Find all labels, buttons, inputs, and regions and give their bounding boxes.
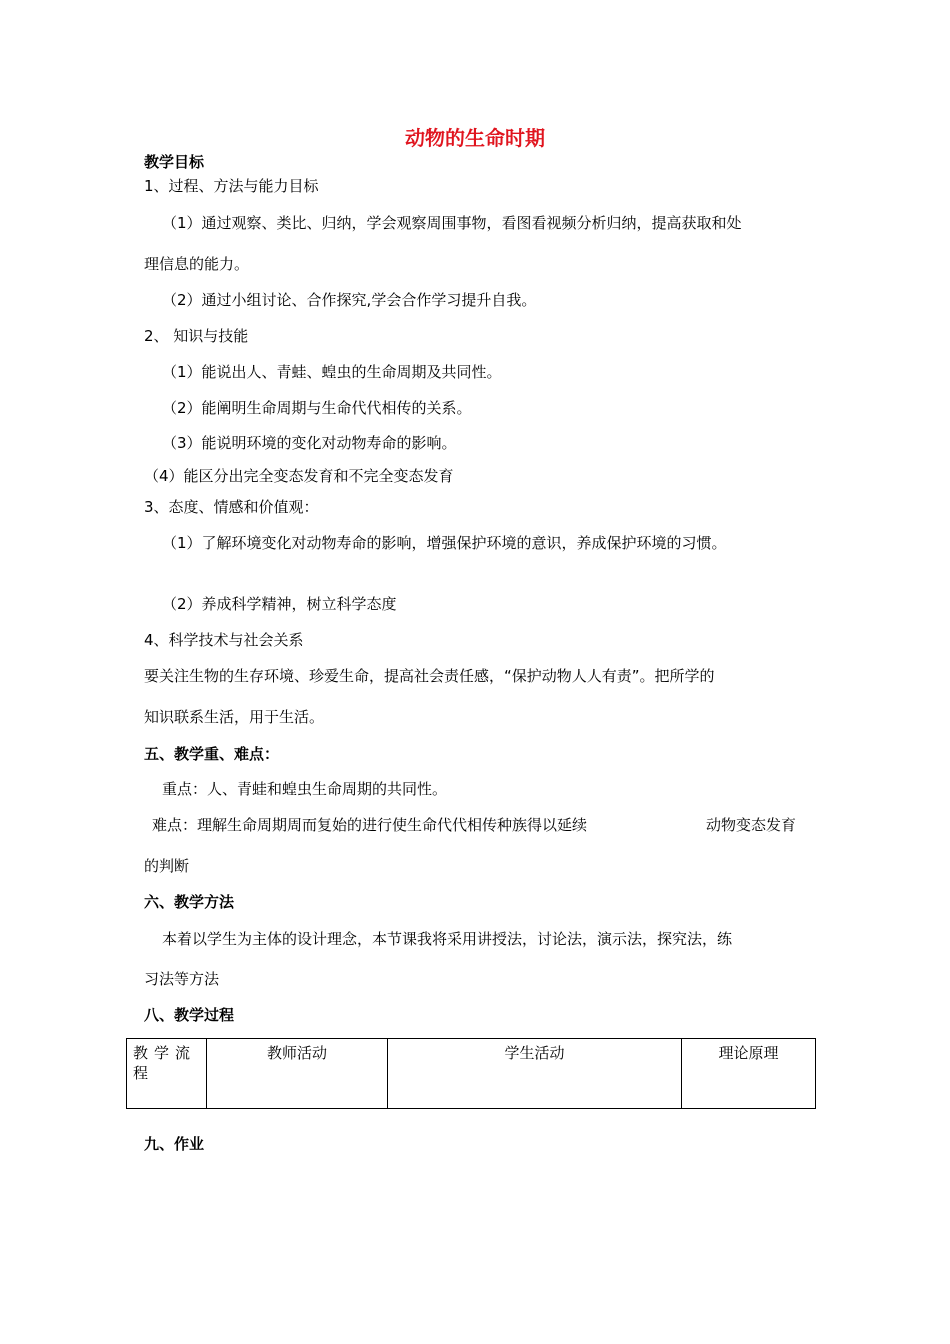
table-header-process-line-1: 教学流 <box>133 1044 197 1062</box>
section-4-line-1: 要关注生物的生存环境、珍爱生命，提高社会责任感，“保护动物人人有责”。把所学的 <box>144 667 715 685</box>
table-header-teacher-activity: 教师活动 <box>207 1039 388 1109</box>
section-1-item-1-line-1: （1）通过观察、类比、归纳，学会观察周围事物，看图看视频分析归纳，提高获取和处 <box>162 214 742 232</box>
section-2-item-4: （4）能区分出完全变态发育和不完全变态发育 <box>144 467 454 485</box>
section-1-item-2: （2）通过小组讨论、合作探究,学会合作学习提升自我。 <box>162 291 537 309</box>
section-2-item-1: （1）能说出人、青蛙、蝗虫的生命周期及共同性。 <box>162 363 502 381</box>
section-2-item-2: （2）能阐明生命周期与生命代代相传的关系。 <box>162 399 472 417</box>
heading-teaching-process: 八、教学过程 <box>144 1006 235 1024</box>
table-header-student-activity: 学生活动 <box>388 1039 682 1109</box>
teaching-process-table <box>126 1038 816 1109</box>
table-header-process <box>127 1039 207 1109</box>
goals-heading: 教学目标 <box>144 153 205 171</box>
section-1-heading: 1、过程、方法与能力目标 <box>144 177 319 195</box>
table-header-theory: 理论原理 <box>682 1039 816 1109</box>
section-3-item-2: （2）养成科学精神，树立科学态度 <box>162 595 397 613</box>
section-4-heading: 4、科学技术与社会关系 <box>144 631 304 649</box>
method-line-2: 习法等方法 <box>144 970 220 988</box>
table-header-process-line-2: 程 <box>133 1064 155 1082</box>
heading-teaching-method: 六、教学方法 <box>144 893 235 911</box>
section-2-item-3: （3）能说明环境的变化对动物寿命的影响。 <box>162 434 457 452</box>
section-4-line-2: 知识联系生活，用于生活。 <box>144 708 325 726</box>
heading-key-difficult-points: 五、教学重、难点： <box>144 745 280 763</box>
heading-homework: 九、作业 <box>144 1135 205 1153</box>
method-line-1: 本着以学生为主体的设计理念，本节课我将采用讲授法，讨论法，演示法，探究法，练 <box>162 930 733 948</box>
section-3-heading: 3、态度、情感和价值观： <box>144 498 319 516</box>
difficulty-line-1-end: 动物变态发育 <box>706 816 797 834</box>
difficulty-line-2: 的判断 <box>144 857 190 875</box>
key-point: 重点：人、青蛙和蝗虫生命周期的共同性。 <box>162 780 448 798</box>
section-2-heading: 2、 知识与技能 <box>144 327 249 345</box>
document-title: 动物的生命时期 <box>405 126 545 150</box>
section-3-item-1: （1）了解环境变化对动物寿命的影响，增强保护环境的意识，养成保护环境的习惯。 <box>162 534 727 552</box>
difficulty-line-1: 难点：理解生命周期周而复始的进行使生命代代相传种族得以延续 <box>152 816 588 834</box>
section-1-item-1-line-2: 理信息的能力。 <box>144 255 250 273</box>
